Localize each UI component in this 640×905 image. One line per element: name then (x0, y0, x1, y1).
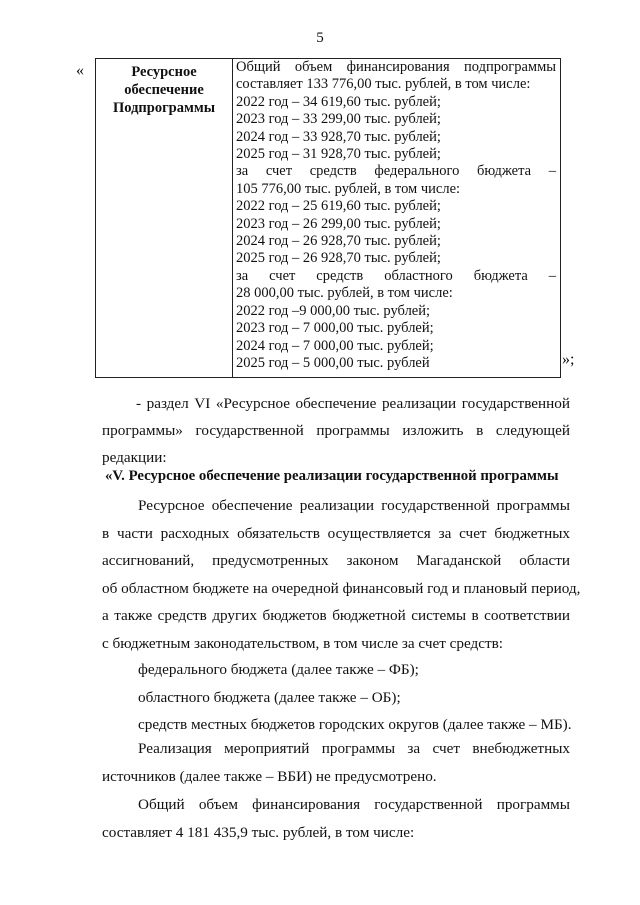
opening-quote: « (76, 62, 84, 79)
section-intro (102, 390, 570, 471)
paragraph-total-financing (102, 791, 570, 846)
section-heading: «V. Ресурсное обеспечение реализации государственной программы (105, 468, 559, 484)
text-line: ассигнований, предусмотренных законом Магаданской области (102, 552, 570, 569)
list-item: областного бюджета (далее также – ОБ); (138, 688, 401, 706)
value-line: 2024 год – 7 000,00 тыс. рублей; (236, 337, 434, 354)
value-line: 2023 год – 7 000,00 тыс. рублей; (236, 320, 434, 337)
list-item: федерального бюджета (далее также – ФБ); (138, 661, 419, 678)
value-line: 2024 год – 33 928,70 тыс. рублей; (236, 128, 441, 145)
label-line: обеспечение (124, 82, 204, 98)
text-line: с бюджетным законодательством, в том числе за счет средств: (102, 634, 504, 652)
text-line: Общий объем финансирования государственной программы (138, 796, 570, 813)
value-line: 28 000,00 тыс. рублей, в том числе: (236, 285, 453, 302)
label-line: Подпрограммы (112, 100, 216, 116)
table-value-cell (233, 59, 561, 378)
value-line: за счет средств федерального бюджета – (236, 163, 556, 180)
text-line: составляет 4 181 435,9 тыс. рублей, в том числе: (102, 823, 415, 841)
text-line: редакции: (102, 449, 167, 466)
list-item: средств местных бюджетов городских округов (далее также – МБ). (138, 716, 572, 733)
value-line: 2022 год –9 000,00 тыс. рублей; (236, 302, 431, 319)
page-number: 5 (316, 30, 324, 46)
text-line: а также средств других бюджетов бюджетной системы в соответствии (102, 607, 570, 624)
paragraph-resource-provision (102, 492, 581, 657)
text-line: программы» государственной программы изложить в следующей (102, 422, 570, 439)
value-line: 2024 год – 26 928,70 тыс. рублей; (236, 233, 441, 250)
text-line: об областном бюджете на очередной финансовый год и плановый период, (102, 579, 581, 597)
value-line: 2022 год – 25 619,60 тыс. рублей; (236, 198, 441, 215)
value-line: 2025 год – 31 928,70 тыс. рублей; (236, 146, 441, 163)
text-line: Реализация мероприятий программы за счет внебюджетных (138, 740, 570, 757)
value-line: 105 776,00 тыс. рублей, в том числе: (236, 180, 461, 197)
text-line: Ресурсное обеспечение реализации государственной программы (138, 497, 570, 514)
value-line: составляет 133 776,00 тыс. рублей, в том числе: (236, 76, 531, 93)
value-line: Общий объем финансирования подпрограммы (236, 59, 556, 75)
value-line: 2025 год – 5 000,00 тыс. рублей (236, 354, 430, 371)
text-line: источников (далее также – ВБИ) не предусмотрено. (102, 767, 437, 785)
text-line: в части расходных обязательств осуществляется за счет бюджетных (102, 524, 570, 542)
paragraph-extrabudgetary (102, 735, 570, 790)
value-line: за счет средств областного бюджета – (236, 267, 556, 284)
closing-quote: »; (562, 351, 575, 368)
text-line: - раздел VI «Ресурсное обеспечение реализации государственной (136, 395, 570, 412)
funding-sources-list (102, 656, 570, 739)
resource-provision-table (95, 58, 561, 378)
value-line: 2022 год – 34 619,60 тыс. рублей; (236, 93, 441, 110)
label-line: Ресурсное (131, 64, 197, 80)
value-line: 2023 год – 33 299,00 тыс. рублей; (236, 111, 441, 128)
value-line: 2023 год – 26 299,00 тыс. рублей; (236, 215, 441, 232)
value-line: 2025 год – 26 928,70 тыс. рублей; (236, 250, 441, 267)
table-label-cell (96, 59, 233, 378)
